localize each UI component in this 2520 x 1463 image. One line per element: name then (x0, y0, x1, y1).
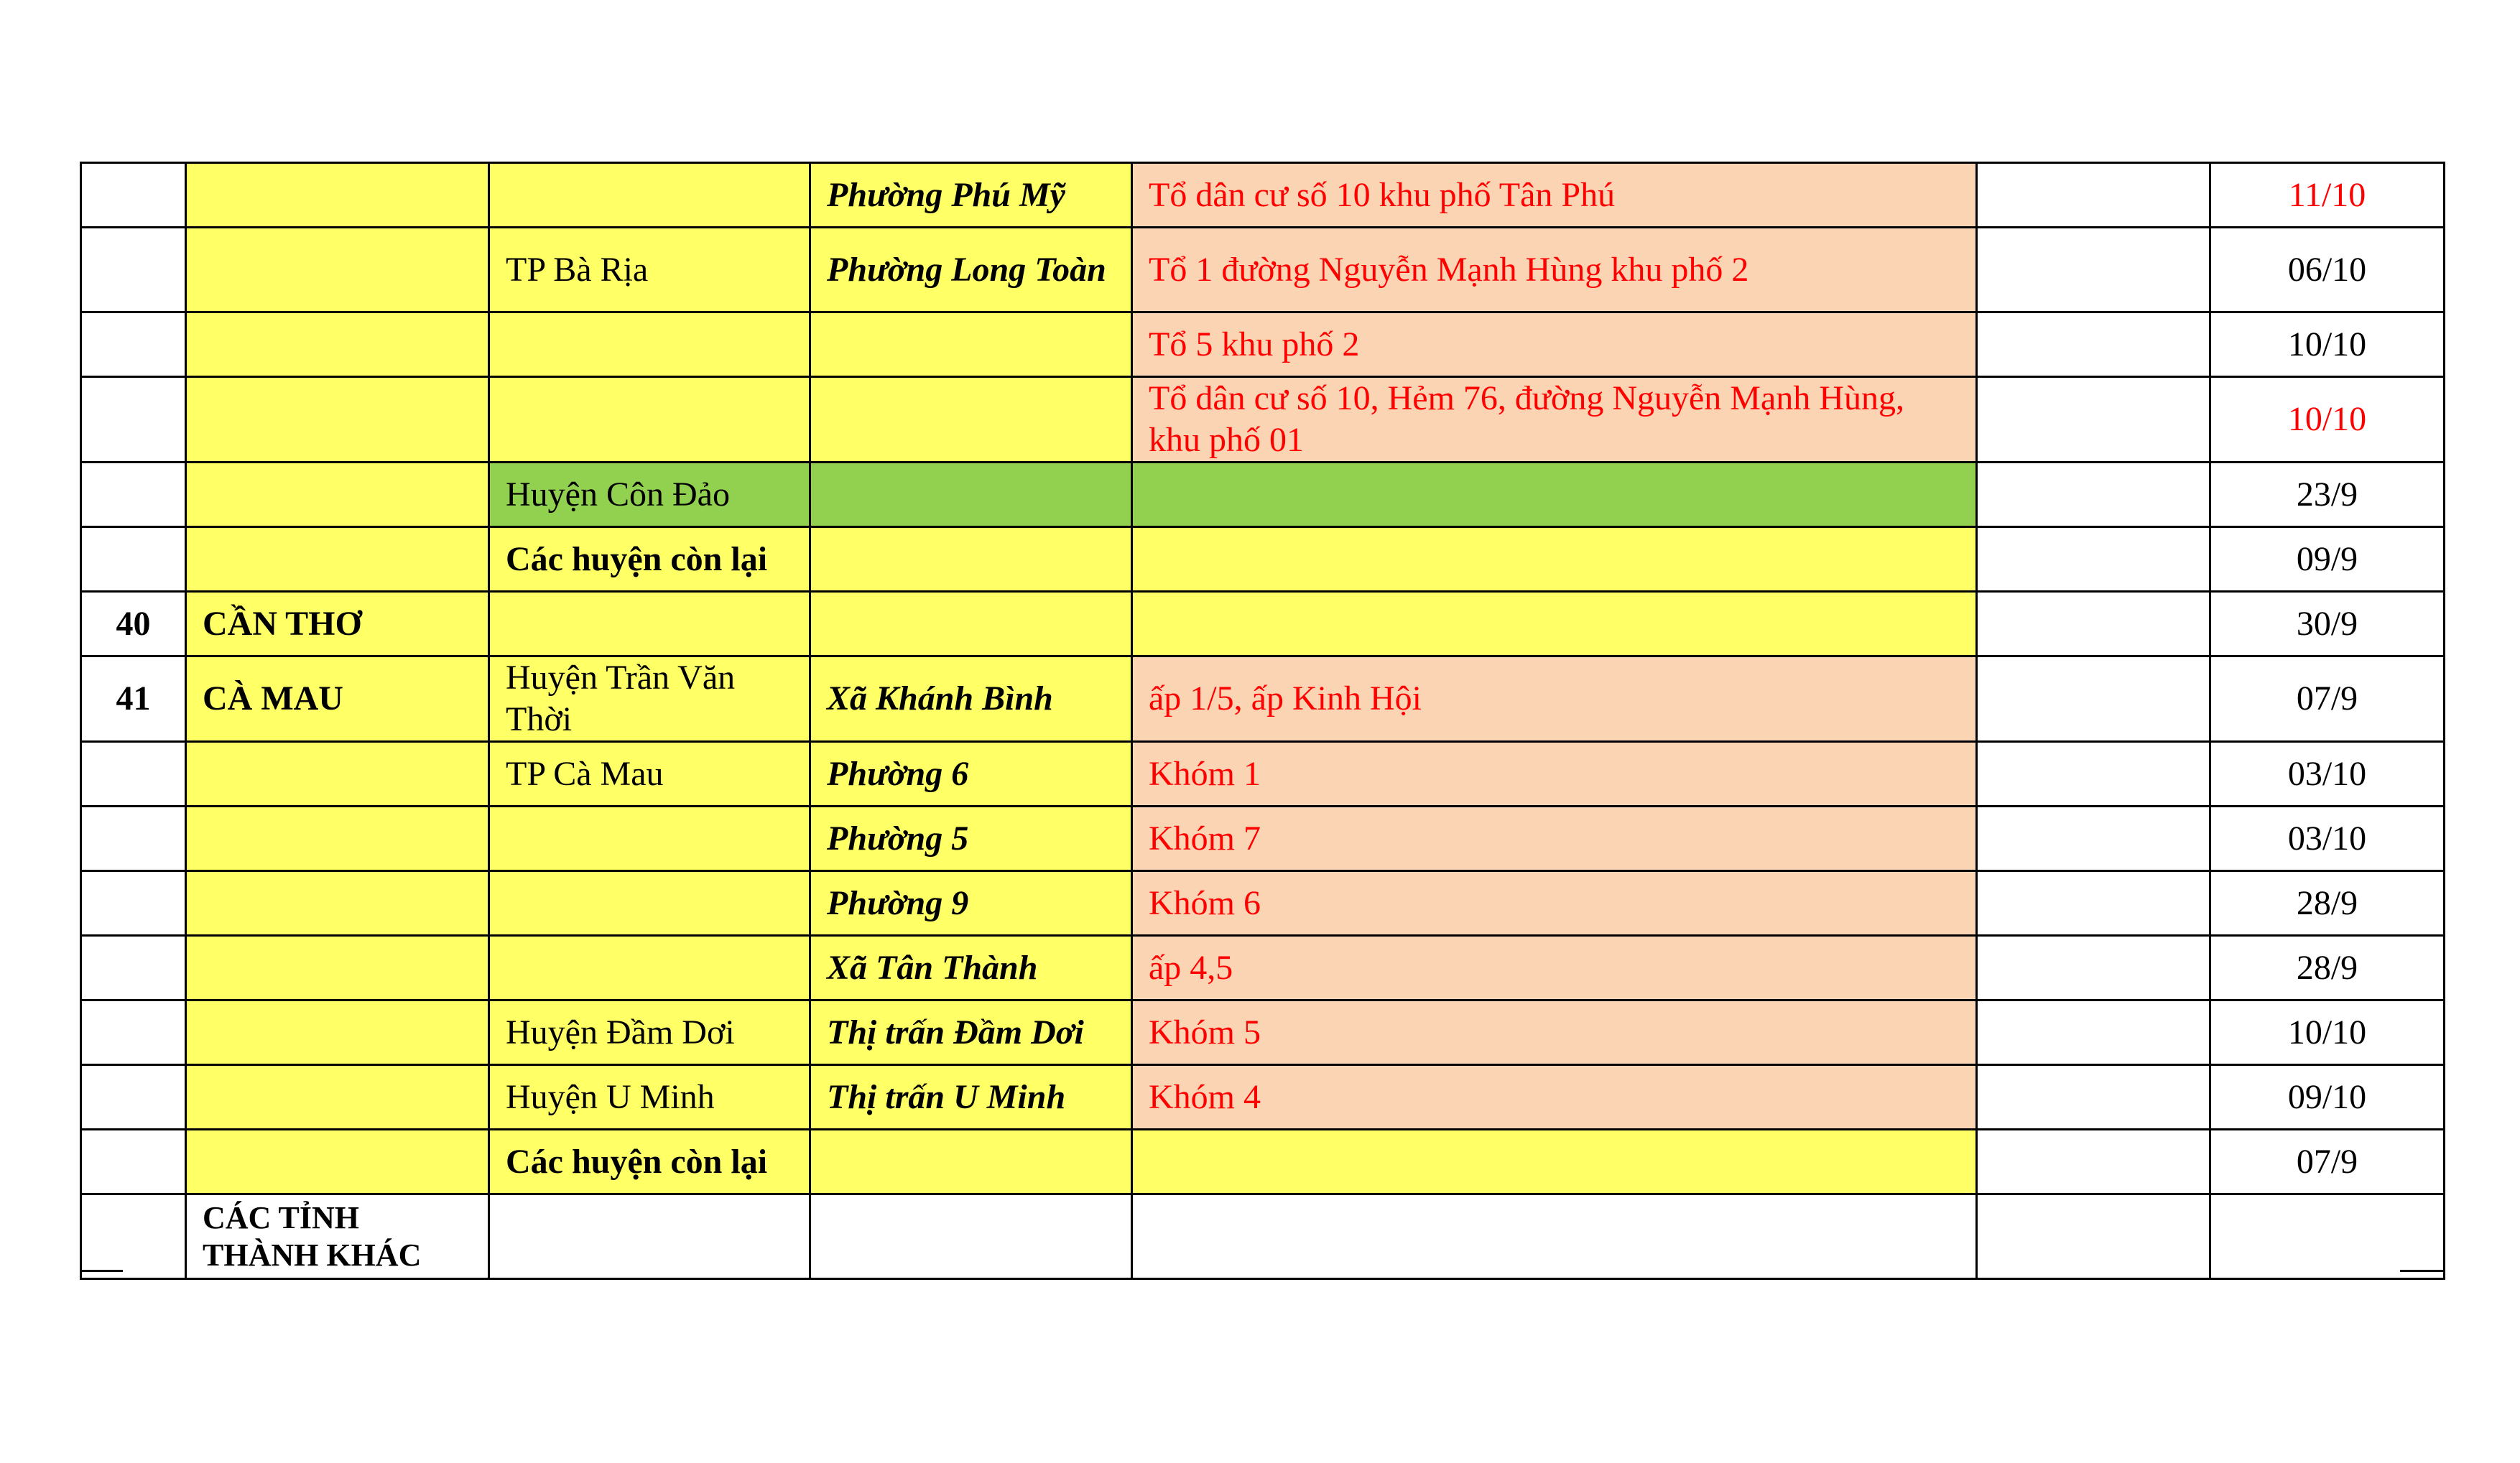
row-number-cell (81, 163, 186, 228)
location-cell: Tổ 1 đường Nguyễn Mạnh Hùng khu phố 2 (1132, 228, 1977, 312)
district-cell (489, 936, 810, 1000)
province-cell: CÁC TỈNH THÀNH KHÁC (186, 1194, 489, 1279)
extra-cell (1977, 592, 2210, 656)
extra-cell (1977, 656, 2210, 742)
table-edge-mark-right (2400, 1270, 2443, 1272)
extra-cell (1977, 377, 2210, 463)
extra-cell (1977, 936, 2210, 1000)
date-cell: 07/9 (2210, 1130, 2445, 1194)
district-cell (489, 312, 810, 377)
table-row (81, 163, 2445, 228)
extra-cell (1977, 1194, 2210, 1279)
date-cell: 03/10 (2210, 807, 2445, 871)
row-number-cell (81, 936, 186, 1000)
date-cell: 07/9 (2210, 656, 2445, 742)
province-cell: CẦN THƠ (186, 592, 489, 656)
location-cell (1132, 592, 1977, 656)
date-cell: 09/9 (2210, 527, 2445, 592)
row-number-cell (81, 527, 186, 592)
table-edge-mark-left (80, 1270, 123, 1272)
ward-cell (810, 312, 1132, 377)
table-row (81, 463, 2445, 527)
row-number-cell: 40 (81, 592, 186, 656)
province-cell (186, 463, 489, 527)
district-cell (489, 377, 810, 463)
row-number-cell (81, 871, 186, 936)
table-row (81, 936, 2445, 1000)
district-cell (489, 1194, 810, 1279)
ward-cell (810, 1130, 1132, 1194)
province-cell (186, 1000, 489, 1065)
table-row (81, 527, 2445, 592)
ward-cell (810, 1194, 1132, 1279)
row-number-cell (81, 1130, 186, 1194)
location-cell: Khóm 1 (1132, 742, 1977, 807)
district-cell (489, 807, 810, 871)
location-cell (1132, 1130, 1977, 1194)
district-cell: Các huyện còn lại (489, 527, 810, 592)
row-number-cell (81, 807, 186, 871)
province-cell (186, 742, 489, 807)
table-row (81, 742, 2445, 807)
date-cell: 10/10 (2210, 1000, 2445, 1065)
ward-cell: Phường Long Toàn (810, 228, 1132, 312)
location-cell: Khóm 4 (1132, 1065, 1977, 1130)
location-cell: ấp 1/5, ấp Kinh Hội (1132, 656, 1977, 742)
province-cell (186, 807, 489, 871)
row-number-cell: 41 (81, 656, 186, 742)
location-cell (1132, 1194, 1977, 1279)
ward-cell (810, 592, 1132, 656)
extra-cell (1977, 1130, 2210, 1194)
date-cell: 03/10 (2210, 742, 2445, 807)
extra-cell (1977, 527, 2210, 592)
row-number-cell (81, 742, 186, 807)
ward-cell: Thị trấn U Minh (810, 1065, 1132, 1130)
row-number-cell (81, 1065, 186, 1130)
province-cell: CÀ MAU (186, 656, 489, 742)
district-cell (489, 871, 810, 936)
date-cell: 10/10 (2210, 312, 2445, 377)
ward-cell: Phường Phú Mỹ (810, 163, 1132, 228)
row-number-cell (81, 1000, 186, 1065)
extra-cell (1977, 1000, 2210, 1065)
table-row (81, 592, 2445, 656)
location-cell: Khóm 5 (1132, 1000, 1977, 1065)
extra-cell (1977, 807, 2210, 871)
ward-cell: Thị trấn Đầm Dơi (810, 1000, 1132, 1065)
province-cell (186, 312, 489, 377)
date-cell: 06/10 (2210, 228, 2445, 312)
ward-cell: Xã Tân Thành (810, 936, 1132, 1000)
date-cell: 30/9 (2210, 592, 2445, 656)
province-cell (186, 228, 489, 312)
district-cell: Huyện Trần Văn Thời (489, 656, 810, 742)
location-cell (1132, 527, 1977, 592)
district-cell: Các huyện còn lại (489, 1130, 810, 1194)
table-row (81, 377, 2445, 463)
table-row (81, 656, 2445, 742)
location-cell (1132, 463, 1977, 527)
ward-cell (810, 377, 1132, 463)
ward-cell (810, 463, 1132, 527)
date-cell: 28/9 (2210, 936, 2445, 1000)
ward-cell: Xã Khánh Bình (810, 656, 1132, 742)
province-cell (186, 1130, 489, 1194)
location-cell: Khóm 7 (1132, 807, 1977, 871)
extra-cell (1977, 228, 2210, 312)
date-cell: 10/10 (2210, 377, 2445, 463)
location-cell: Khóm 6 (1132, 871, 1977, 936)
table-row (81, 807, 2445, 871)
date-cell (2210, 1194, 2445, 1279)
province-cell (186, 871, 489, 936)
ward-cell (810, 527, 1132, 592)
location-cell: ấp 4,5 (1132, 936, 1977, 1000)
location-cell: Tổ dân cư số 10 khu phố Tân Phú (1132, 163, 1977, 228)
location-cell: Tổ 5 khu phố 2 (1132, 312, 1977, 377)
date-cell: 28/9 (2210, 871, 2445, 936)
district-cell (489, 592, 810, 656)
row-number-cell (81, 377, 186, 463)
extra-cell (1977, 312, 2210, 377)
table-row (81, 1000, 2445, 1065)
province-cell (186, 527, 489, 592)
extra-cell (1977, 163, 2210, 228)
table-row (81, 1130, 2445, 1194)
district-cell: Huyện Đầm Dơi (489, 1000, 810, 1065)
date-cell: 11/10 (2210, 163, 2445, 228)
table-row (81, 312, 2445, 377)
province-cell (186, 1065, 489, 1130)
table-row (81, 1194, 2445, 1279)
ward-cell: Phường 5 (810, 807, 1132, 871)
extra-cell (1977, 742, 2210, 807)
table-row (81, 1065, 2445, 1130)
location-cell: Tổ dân cư số 10, Hẻm 76, đường Nguyễn Mạnh Hùng, khu phố 01 (1132, 377, 1977, 463)
outbreak-zone-table (80, 162, 2445, 1280)
district-cell: Huyện Côn Đảo (489, 463, 810, 527)
extra-cell (1977, 1065, 2210, 1130)
row-number-cell (81, 463, 186, 527)
district-cell: TP Bà Rịa (489, 228, 810, 312)
table-row (81, 871, 2445, 936)
row-number-cell (81, 1194, 186, 1279)
province-cell (186, 936, 489, 1000)
extra-cell (1977, 463, 2210, 527)
province-cell (186, 377, 489, 463)
district-cell: TP Cà Mau (489, 742, 810, 807)
extra-cell (1977, 871, 2210, 936)
district-cell: Huyện U Minh (489, 1065, 810, 1130)
province-cell (186, 163, 489, 228)
row-number-cell (81, 312, 186, 377)
table-row (81, 228, 2445, 312)
ward-cell: Phường 6 (810, 742, 1132, 807)
ward-cell: Phường 9 (810, 871, 1132, 936)
district-cell (489, 163, 810, 228)
date-cell: 09/10 (2210, 1065, 2445, 1130)
date-cell: 23/9 (2210, 463, 2445, 527)
row-number-cell (81, 228, 186, 312)
